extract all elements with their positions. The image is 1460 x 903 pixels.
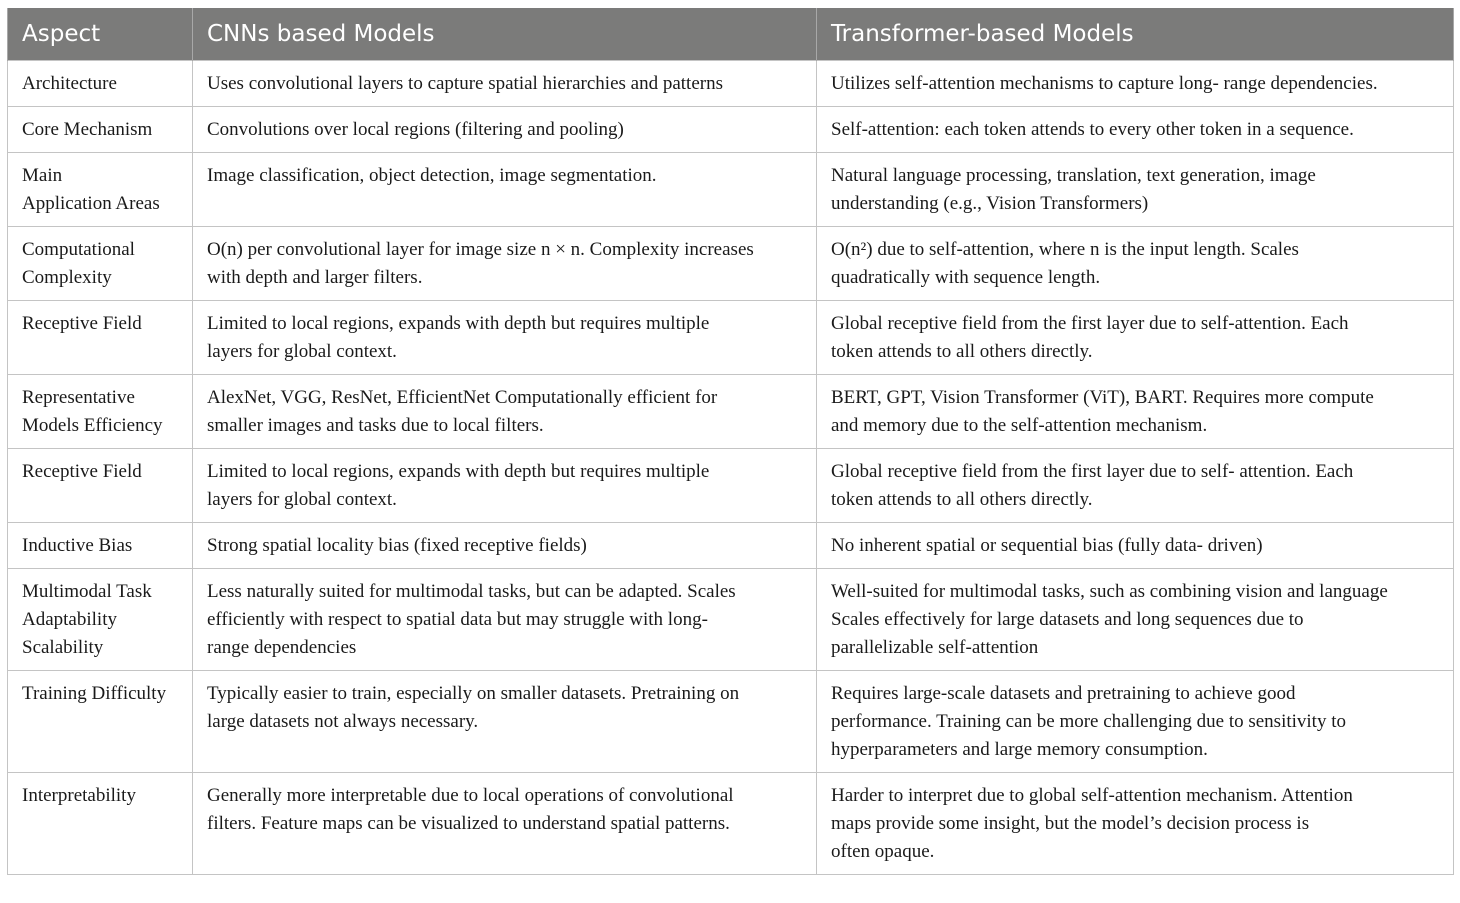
transformer-cell: Requires large-scale datasets and pretraining to achieve good performance. Training can be more challenging due to sensitivity to hyperparameters and large memory consumption. <box>817 671 1454 773</box>
cnn-cell: Strong spatial locality bias (fixed receptive fields) <box>193 523 817 569</box>
table-row <box>8 569 1454 671</box>
table-row <box>8 227 1454 301</box>
aspect-cell: Computational Complexity <box>8 227 193 301</box>
header-transformer-models: Transformer-based Models <box>817 8 1454 61</box>
aspect-cell: Receptive Field <box>8 301 193 375</box>
cnn-cell: Less naturally suited for multimodal tasks, but can be adapted. Scales efficiently with respect to spatial data but may struggle with long- range dependencies <box>193 569 817 671</box>
aspect-cell: Interpretability <box>8 773 193 875</box>
cnn-cell: Convolutions over local regions (filtering and pooling) <box>193 107 817 153</box>
transformer-cell: Utilizes self-attention mechanisms to capture long- range dependencies. <box>817 61 1454 107</box>
cnn-cell: AlexNet, VGG, ResNet, EfficientNet Computationally efficient for smaller images and tasks due to local filters. <box>193 375 817 449</box>
table-row <box>8 153 1454 227</box>
header-aspect: Aspect <box>8 8 193 61</box>
aspect-cell: Training Difficulty <box>8 671 193 773</box>
comparison-table <box>7 8 1454 875</box>
cnn-cell: O(n) per convolutional layer for image size n × n. Complexity increases with depth and larger filters. <box>193 227 817 301</box>
transformer-cell: No inherent spatial or sequential bias (fully data- driven) <box>817 523 1454 569</box>
comparison-table-container <box>7 8 1453 875</box>
aspect-cell: Representative Models Efficiency <box>8 375 193 449</box>
table-row <box>8 375 1454 449</box>
cnn-cell: Typically easier to train, especially on smaller datasets. Pretraining on large datasets not always necessary. <box>193 671 817 773</box>
table-row <box>8 301 1454 375</box>
cnn-cell: Limited to local regions, expands with depth but requires multiple layers for global context. <box>193 301 817 375</box>
transformer-cell: Well-suited for multimodal tasks, such as combining vision and language Scales effectively for large datasets and long sequences due to parallelizable self-attention <box>817 569 1454 671</box>
table-row <box>8 449 1454 523</box>
transformer-cell: O(n²) due to self-attention, where n is the input length. Scales quadratically with sequence length. <box>817 227 1454 301</box>
table-header-row <box>8 8 1454 61</box>
aspect-cell: Inductive Bias <box>8 523 193 569</box>
aspect-cell: Core Mechanism <box>8 107 193 153</box>
header-cnn-models: CNNs based Models <box>193 8 817 61</box>
transformer-cell: Global receptive field from the first layer due to self- attention. Each token attends to all others directly. <box>817 449 1454 523</box>
aspect-cell: Architecture <box>8 61 193 107</box>
table-row <box>8 773 1454 875</box>
aspect-cell: Multimodal Task Adaptability Scalability <box>8 569 193 671</box>
table-row <box>8 523 1454 569</box>
cnn-cell: Limited to local regions, expands with depth but requires multiple layers for global context. <box>193 449 817 523</box>
table-row <box>8 107 1454 153</box>
table-row <box>8 61 1454 107</box>
transformer-cell: Harder to interpret due to global self-attention mechanism. Attention maps provide some insight, but the model’s decision process is often opaque. <box>817 773 1454 875</box>
transformer-cell: BERT, GPT, Vision Transformer (ViT), BART. Requires more compute and memory due to the self-attention mechanism. <box>817 375 1454 449</box>
transformer-cell: Self-attention: each token attends to every other token in a sequence. <box>817 107 1454 153</box>
cnn-cell: Uses convolutional layers to capture spatial hierarchies and patterns <box>193 61 817 107</box>
table-row <box>8 671 1454 773</box>
transformer-cell: Natural language processing, translation, text generation, image understanding (e.g., Vision Transformers) <box>817 153 1454 227</box>
cnn-cell: Generally more interpretable due to local operations of convolutional filters. Feature maps can be visualized to understand spatial patterns. <box>193 773 817 875</box>
transformer-cell: Global receptive field from the first layer due to self-attention. Each token attends to all others directly. <box>817 301 1454 375</box>
cnn-cell: Image classification, object detection, image segmentation. <box>193 153 817 227</box>
aspect-cell: Receptive Field <box>8 449 193 523</box>
aspect-cell: Main Application Areas <box>8 153 193 227</box>
